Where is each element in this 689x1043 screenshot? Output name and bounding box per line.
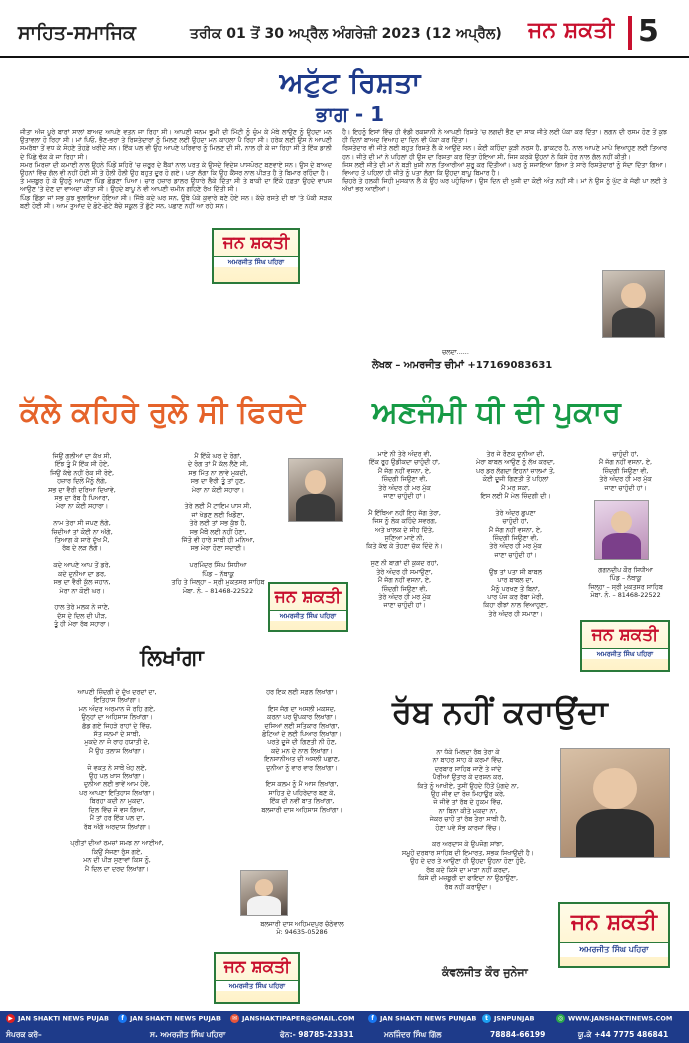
brand-logo: ਜਨ ਸ਼ਕਤੀ	[528, 18, 615, 43]
logo-name: ਜਨ ਸ਼ਕਤੀ	[222, 233, 290, 253]
logo-tagline: ਅਮਰਜੀਤ ਸਿੰਘ ਪਹਿਰਾ	[582, 648, 668, 659]
poem-title-2: ਅਣਜੰਮੀ ਧੀ ਦੀ ਪੁਕਾਰ	[372, 395, 621, 430]
page-number-bar	[628, 16, 632, 50]
twitter-icon: t	[482, 1014, 491, 1023]
poet-photo-1	[288, 458, 343, 522]
article-column-2: ਹੈ। ਇਹਨੂੰ ਇਸਾਂ ਵਿੱਚ ਹੀ ਵੱਡੀ ਰਕਸ਼ਾਨੀ ਨੇ ਆਪਣੀ ਰਿਸ਼ਤੇ 'ਚ ਲਗਦੀ ਭੈਣ ਦਾ ਸਾਕ ਜੀਤੇ ਲਈ ਪੱਕਾ ਕਰ ਦਿੱਤਾ। ਲਗਨ ਦੀ ਰਸਮ ਹੋਣ ਤੋਂ ਕੁਝ ਹੀ ਦਿਨਾਂ ਬਾਅਦ ਵਿਆਹ ਦਾ ਦਿਨ ਵੀ ਪੱਕਾ ਕਰ ਦਿੱਤਾ। ਰਿਸ਼ਤੇਦਾਰ ਵੀ ਜੀਤੇ ਲਈ ਬਹੁਤ ਰਿਸ਼ਤੇ ਲੈ ਕੇ ਆਉਂਦੇ ਸਨ। ਕੋਈ ਕਹਿੰਦਾ ਕੁੜੀ ਨਰਸ ਹੈ, ਡਾਕਟਰ ਹੈ, ਨਾਲ ਆਪਣੇ ਮਾਪੇ ਵਿਆਹੁਣ ਲਈ ਤਿਆਰ ਹਨ। ਜੀਤੇ ਦੀ ਮਾਂ ਨੇ ਪਹਿਲਾਂ ਹੀ ਉਸ ਦਾ ਰਿਸ਼ਤਾ ਕਰ ਦਿੱਤਾ ਹੋਇਆ ਸੀ, ਜਿਸ ਕਰਕੇ ਉਹਨਾਂ ਨੇ ਕਿਸੇ ਹੋਰ ਨਾਲ ਗੱਲ ਨਹੀਂ ਕੀਤੀ। ਜਿਸ ਲਈ ਜੀਤੇ ਦੀ ਮਾਂ ਨੇ ਬੜੀ ਖ਼ੁਸ਼ੀ ਨਾਲ ਤਿਆਰੀਆਂ ਸ਼ੁਰੂ ਕਰ ਦਿੱਤੀਆਂ। ਘਰ ਨੂੰ ਸਜਾਇਆ ਗਿਆ ਤੇ ਸਾਰੇ ਰਿਸ਼ਤੇਦਾਰਾਂ ਨੂੰ ਸੱਦਾ ਦਿੱਤਾ ਗਿਆ। ਵਿਆਹ ਤੋਂ ਪਹਿਲਾਂ ਹੀ ਜੀਤੇ ਨੂੰ ਪਤਾ ਲੱਗਾ ਕਿ ਉਹਦਾ ਬਾਪੂ ਬਿਮਾਰ ਹੈ। ਚਿਹਰੇ ਤੇ ਹਲਕੀ ਜਿਹੀ ਮੁਸਕਾਨ ਲੈ ਕੇ ਉਹ ਘਰ ਪਹੁੰਚਿਆ। ਉਸ ਦਿਨ ਦੀ ਖੁਸ਼ੀ ਦਾ ਕੋਈ ਅੰਤ ਨਹੀਂ ਸੀ। ਮਾਂ ਨੇ ਉਸ ਨੂੰ ਘੁੱਟ ਕੇ ਜੱਫੀ ਪਾ ਲਈ ਤੇ ਅੱਖਾਂ ਭਰ ਆਈਆਂ।	[342, 128, 667, 194]
email-icon: ✉	[231, 1015, 238, 1022]
poem-2-column-1: ਮਾਏ ਨੀ ਤੇਰੇ ਅੰਦਰ ਵੀ, ਇੱਕ ਰੂਹ ਉਡੀਕਦਾ ਚਾਹੁੰਦੀ ਹਾਂ, ਮੈਂ ਜੱਗ ਨਹੀਂ ਵਸਨਾ, ਏ, ਜ਼ਿੰਦਗੀ ਜਿਉਣਾ ਵੀ, ਤੇਰੇ ਅੰਦਰ ਹੀ ਮਰ ਮੁੱਕ ਜਾਣਾ ਚਾਹੁੰਦੀ ਹਾਂ। ਮੈਂ ਇੱਥਿਆ ਨਹੀਂ ਇਹ ਜੱਗ ਤੇਰਾ, ਜਿਸ ਨੂੰ ਲੋਕ ਕਹਿੰਦੇ ਸਵਰਗ, ਅਤੇ ਖ਼ਾਲਕ ਦੇ ਸੀਹ ਦਿੱਤੇ, ਸੁਣਿਆ ਮਾਏ ਨੀ, ਕਿਤੇ ਕੱਢ ਕੇ ਤੋਹਣਾ ਚੱਕ ਦਿੰਦੇ ਨੇ। ਸੁਣ ਨੀ ਬਾਗ਼ਾਂ ਦੀ ਕੁਕਦ ਰਹਾਂ, ਤੇਰੇ ਅੰਦਰ ਹੀ ਸਮਾਉਣਾ, ਮੈਂ ਜੱਗ ਨਹੀਂ ਵਸਨਾ, ਏ, ਜ਼ਿੰਦਗੀ ਜਿਉਣਾ ਵੀ, ਤੇਰੇ ਅੰਦਰ ਹੀ ਮਰ ਮੁੱਕ ਜਾਣਾ ਚਾਹੁੰਦੀ ਹਾਂ।	[365, 450, 444, 610]
jan-shakti-logo-box	[212, 228, 300, 284]
poem-3-column-2: ਹਰ ਇਕ ਲਈ ਸਫ਼ਲ ਲਿਖਾਂਗਾ। ਇਸ ਜੱਗ ਦਾ ਅਸਲੀ ਮਕਸਦ, ਕਰਨਾ ਪਰ ਉਪਕਾਰ ਲਿਖਾਂਗਾ। ਦਸਿਆਂ ਲਈ ਸਤਿਕਾਰ ਲਿਖਾਂਗਾ, ਛੋਟਿਆਂ ਦੇ ਲਈ ਪਿਆਰ ਲਿਖਾਂਗਾ। ਪਰਤੇ ਦੂਜੇ ਦੀ ਗਿਣਤੀ ਨੀ ਹੋਣ, ਕਦੇ ਮਨ ਦੇ ਨਾਲ ਲਿਖਾਂਗਾ। ਇਨਸਾਨੀਅਤ ਦੀ ਅਸਲੀ ਪਛਾਣ, ਦੁਨੀਆ ਨੂੰ ਵਾਰ ਵਾਰ ਲਿਖਾਂਗਾ। ਇਸ ਕਲਮ ਨੂੰ ਮੈਂ ਆਸ ਲਿਖਾਂਗਾ, ਸਾਹਿਤ ਦੇ ਪਹਿਰੇਦਾਰ ਬਣ ਕੇ, ਇੱਕ ਦੀ ਨਵੀਂ ਬਾਤ ਲਿਖਾਂਗਾ, ਬਲਜਾਰੀ ਦਾਸ ਅਹਿਸਾਸ ਲਿਖਾਂਗਾ।	[261, 688, 343, 814]
footer-item-website[interactable]: ◎ WWW.JANSHAKTINEWS.COM	[557, 1014, 673, 1023]
logo-tagline: ਅਮਰਜੀਤ ਸਿੰਘ ਪਹਿਰਾ	[560, 942, 668, 957]
poem-2-column-2: ਤੇਰ ਜੇ ਰੌਣਕ ਦੁਨੀਆ ਦੀ, ਮੇਰਾ ਬਾਬਲ ਆਉਣ ਨੂੰ ਲੱਖ ਕਰਦਾ, ਪਰ ਡਰ ਲੱਗਦਾ ਇਹਨਾਂ ਜ਼ਾਲਮਾਂ ਤੋਂ, ਕੋਈ ਦੂਜੀ ਗਿਣਤੀ ਤੋਂ ਪਹਿਲਾਂ ਮੈਂ ਮਰ ਸਕਾ, ਇਸ ਲਈ ਮੈਂ ਮੇਲ ਜ਼ਿੰਦਗੀ ਦੀ। ਤੇਰੇ ਅੰਦਰ ਛੁਪਣਾ ਚਾਹੁੰਦੀ ਹਾਂ, ਮੈਂ ਜੱਗ ਨਹੀਂ ਵਸਨਾ, ਏ, ਜ਼ਿੰਦਗੀ ਜਿਉਣਾ ਵੀ, ਤੇਰੇ ਅੰਦਰ ਹੀ ਮਰ ਮੁੱਕ ਜਾਣਾ ਚਾਹੁੰਦੀ ਹਾਂ। ਉਂਝ ਤਾਂ ਪਤਾ ਸੀ ਬਾਬਲ ਪਾਰ ਬਾਬਲ ਦਾ, ਮੈਨੂੰ ਪਰਖਣ ਤੋਂ ਬਿਨਾਂ, ਪਾਰ ਪੰਜ ਕਰ ਰੱਬਾ ਮੇਰੀ, ਕਿਹਾ ਰੀਝਾਂ ਨਾਲ ਵਿਆਹੁਣਾ, ਤੇਰੇ ਅੰਦਰ ਹੀ ਸਮਾਣਾ।	[476, 450, 555, 618]
footer-contact-name: ਸ. ਅਮਰਜੀਤ ਸਿੰਘ ਪਹਿਰਾ	[150, 1030, 226, 1039]
poem-3-author: ਬਲਜਾਰੀ ਦਾਸ ਅਹਿਮਦਪੁਰ ਚੱਠੇਵਾਲ ਮੋ: 94635-05286	[260, 920, 344, 937]
article-continued: ਚਲਦਾ......	[442, 348, 469, 356]
web-icon: ◎	[557, 1015, 564, 1022]
poem-title-3: ਲਿਖਾਂਗਾ	[140, 646, 204, 671]
logo-tagline: ਅਮਰਜੀਤ ਸਿੰਘ ਪਹਿਰਾ	[270, 610, 346, 621]
footer-item-youtube[interactable]: ▶ JAN SHAKTI NEWS PUJAB	[6, 1014, 109, 1023]
poem-2-column-3: ਚਾਹੁੰਦੀ ਹਾਂ, ਮੈਂ ਜੱਗ ਨਹੀਂ ਵਸਨਾ, ਏ, ਜ਼ਿੰਦਗੀ ਜਿਉਣਾ ਵੀ, ਤੇਰੇ ਅੰਦਰ ਹੀ ਮਰ ਮੁੱਕ ਜਾਣਾ ਚਾਹੁੰਦੀ ਹਾਂ।	[598, 450, 653, 492]
footer-contact-phone: ਫੋਨ:- 98785-23331	[280, 1030, 354, 1039]
poet-photo-3	[240, 870, 288, 916]
footer-item-facebook[interactable]: f JAN SHAKTI NEWS PUJAB	[118, 1014, 221, 1023]
logo-tagline: ਅਮਰਜੀਤ ਸਿੰਘ ਪਹਿਰਾ	[216, 980, 298, 991]
poem-title-1: ਕੱਲੇ ਕਹਿਰੇ ਰੁਲੇ ਸੀ ਫਿਰਦੇ	[20, 395, 306, 430]
poem-1-column-2: ਮੈਂ ਇੱਕੋ ਘਰ ਦੇ ਰੋਗਾਂ, ਦੇ ਰੰਗ ਤਾਂ ਮੈਂ ਕੱਲ ਲੈਣੇ ਸੀ, ਸਭ ਮਿੱਤ ਨਾ ਲਾਵੇ ਮੁਕਦੀ, ਸਭ ਦਾ ਵੈਰੀ ਤੂੰ ਤਾਂ ਹੁਣ, ਮੇਰਾ ਨਾ ਕੋਈ ਸਹਾਰਾ। ਤੇਰੇ ਲਈ ਮੈਂ ਟਾਇਮ ਪਾਸ ਸੀ, ਜਾਂ ਖੇਡਣ ਲਈ ਖਿਡੌਣਾ, ਤੇਰੇ ਲਈ ਤਾਂ ਸਭ ਕੁੱਝ ਹੈ, ਸਭ ਮੈਥੋਂ ਲਈ ਨਹੀਂ ਹੋਣਾ, ਜਿੱਤੋ ਵੀ ਹਾਰੇ ਸਾਥੀ ਹੀ ਮਨਿਆ, ਸਭ ਮੇਰਾ ਹੋਣਾ ਸਦਾਈ। ਪਰਮਿੰਦਰ ਸਿੰਘ ਸਿਧੀਆ ਪਿੰਡ – ਨੱਥਾਕੂ ਤਹਿ ਤੇ ਜਿਲ੍ਹਾ – ਸ੍ਰੀ ਮੁਕਤਸਰ ਸਾਹਿਬ ਮੋਬਾ. ਨੰ. – 81468-22522	[171, 452, 265, 595]
poem-2-author: ਗਗਨਦੀਪ ਕੌਰ ਸਿਧੀਆ ਪਿੰਡ – ਨੱਥਾਕੂ ਜਿਲ੍ਹਾ – ਸ੍ਰੀ ਮੁਕਤਸਰ ਸਾਹਿਬ ਮੋਬਾ. ਨੰ. – 81468-22522	[588, 566, 663, 600]
issue-date: ਤਰੀਕ 01 ਤੋਂ 30 ਅਪ੍ਰੈਲ ਅੰਗਰੇਜ਼ੀ 2023 (12 ਅਪ੍ਰੈਲ)	[190, 26, 502, 42]
poet-photo-2	[594, 500, 649, 560]
logo-name: ਜਨ ਸ਼ਕਤੀ	[591, 625, 659, 645]
article-title: ਅਟੁੱਟ ਰਿਸ਼ਤਾ	[279, 66, 421, 99]
logo-name: ਜਨ ਸ਼ਕਤੀ	[223, 957, 291, 977]
logo-name: ਜਨ ਸ਼ਕਤੀ	[274, 587, 342, 607]
page-number: 5	[638, 14, 659, 49]
jan-shakti-logo-box	[580, 620, 670, 672]
facebook-icon: f	[368, 1014, 377, 1023]
poem-4-body: ਨਾ ਧੱਕੇ ਮਿਲਦਾ ਰੱਬ ਤੇਰਾ ਕੇ ਨਾ ਬਾਹਰ ਸਾਹ ਕੇ ਕਰਮਾਂ ਵਿੱਚ, ਦਰਬਾਰ ਸਾਹਿਬ ਜਾਣੋਂ ਤੇ ਜਾਂਦੇ ਪੈਰੀਆਂ ਉਤਾਰ ਕੇ ਦਰਸ਼ਨ ਕਰ, ਕਿਤੇ ਨੂੰ ਆਖੀਏ, ਤੁਸੀਂ ਉਹਦੇ ਹਿੱਤੋਂ ਪੁੱਗਦੇ ਨਾ, ਉਹ ਜੀਵ ਦਾ ਰੋਜ਼ ਮਿਹਾਊਰ ਕਰੇ, ਜੋ ਜੀਵੇ ਤਾਂ ਰੱਬ ਦੇ ਹੁਕਮ ਵਿੱਚ, ਨਾ ਬਿਨਾ ਕੀਤੇ ਮੁਕਦਾ ਨਾ, ਜੇਕਰ ਚਾਹੋਂ ਤਾਂ ਰੱਬ ਤੇਰਾ ਸਾਥੀ ਹੈ, ਹੋਣਾ ਪਵੇ ਸੱਭ ਕਾਰਜਾਂ ਵਿੱਚ। ਕਰ ਅਰਦਾਸ ਕੇ ਉਪਜੋਗ ਸਾਂਝਾ, ਸਮੂਹੋਂ ਦਰਬਾਰ ਸਾਹਿਬ ਦੀ ਇਮਾਰਤ, ਸਭਕ ਸਿਖਾਉਂਦੀ ਹੈ। ਉਹ ਦੇ ਦਰ ਤੇ ਆਉਣਾ ਹੀ ਉਹਦਾ ਉਹਨਾ ਹੋਣਾ ਹੁੰਦੈ, ਰੱਬ ਕਦੇ ਕਿਸੇ ਦਾ ਮਾੜਾ ਨਹੀਂ ਕਰਦਾ, ਕਿਸੇ ਦੀ ਮਜ਼ਬੂਰੀ ਦਾ ਫਾਇਦਾ ਨਾ ਉਠਾਉਣਾ, ਰੱਬ ਨਹੀਂ ਕਰਾਉਂਦਾ।	[401, 748, 535, 891]
poem-1-column-1: ਜਿਉਂ ਗਲੀਆਂ ਦਾ ਕੱਖ ਸੀ, ਇੰਝ ਤੂੰ ਮੈਂ ਇੱਕ ਸੀ ਹੋਏ, ਜਿਉਂ ਕੱਢੇ ਨਹੀਂ ਰੋਕ ਸੀ ਰੋਏ, ਹਜ਼ਾਰ ਦਿਲੋਂ ਮੈਂਨੂੰ ਲੱਗੇ, ਸਭ ਦਾ ਵੈਰੀ ਦਰਿਆ ਦਿਖਾਵੇ, ਸਭ ਦਾ ਰੱਬ ਹੈ ਪਿਆਰਾ, ਮੇਰਾ ਨਾ ਕੋਈ ਸਹਾਰਾ। ਨਾਮ ਤੇਰਾ ਸੀ ਜਪਣ ਲੱਗੇ, ਜ਼ਿਦੀਆਂ ਤਾਂ ਕੋਈ ਨਾ ਅੱਗੇ, ਤਿਆਗ ਕੇ ਸਾਰੇ ਦੁੱਖ ਮੈਂ, ਰੱਬ ਦੇ ਲੜ ਲੱਗੇ। ਕਦੇ ਆਪਣੇ ਆਪ ਤੋਂ ਡਰੇ, ਕਦੇ ਦੁਨੀਆ ਦਾ ਡਰ, ਸਭ ਦਾ ਵੈਰੀ ਕੁੱਲ ਜਹਾਨ, ਮੇਰਾ ਨਾ ਕੋਈ ਘਰ। ਹਾਲ ਤੇਰੇ ਮਲਕ ਨੇ ਜਾਣੇ, ਦੱਸ ਦੇ ਦਿਲ ਦੀ ਪੀੜ, ਤੂੰ ਹੀ ਮੇਰਾ ਰੱਬ ਸਹਾਰਾ।	[48, 452, 116, 629]
poem-4-author: ਕੰਵਲਜੀਤ ਕੌਰ ਜੁਨੇਜਾ	[442, 966, 528, 979]
poet-photo-4	[560, 748, 670, 858]
logo-name: ਜਨ ਸ਼ਕਤੀ	[570, 910, 658, 935]
footer-contact-uk: ਯੂ.ਕੇ +44 7775 486841	[578, 1030, 669, 1039]
footer-item-email[interactable]: ✉ JANSHAKTIPAPER@GMAIL.COM	[231, 1014, 355, 1023]
footer-contact-name-2: ਮਨਜਿੰਦਰ ਸਿੰਘ ਗਿੱਲ	[384, 1030, 442, 1039]
jan-shakti-logo-box	[268, 582, 348, 632]
facebook-icon: f	[118, 1014, 127, 1023]
author-photo	[602, 270, 665, 338]
youtube-icon: ▶	[6, 1014, 15, 1023]
logo-tagline: ਅਮਰਜੀਤ ਸਿੰਘ ਪਹਿਰਾ	[214, 256, 298, 267]
footer-contact-label: ਸੰਪਰਕ ਕਰੋ–	[6, 1030, 42, 1039]
jan-shakti-logo-box	[558, 902, 670, 968]
footer-item-twitter[interactable]: t JSNPUNJAB	[482, 1014, 534, 1023]
poem-3-column-1: ਆਪਣੀ ਜ਼ਿੰਦਗੀ ਦੇ ਦੁੱਖ ਦਰਦਾਂ ਦਾ, ਇਤਿਹਾਸ ਲਿਖਾਂਗਾ। ਮਨ ਅੰਦਰ ਅਰਮਾਨ ਜੋ ਰਹਿ ਗਏ, ਉਨ੍ਹਾਂ ਦਾ ਅਹਿਸਾਸ ਲਿਖਾਂਗਾ। ਛੱਡ ਗਏ ਜਿਹੜੇ ਰਾਹਾਂ ਦੇ ਵਿੱਚ, ਸੱਤ ਜਨਮਾਂ ਦੇ ਸਾਥੀ, ਮੁਕਦੇ ਨਾ ਜੋ ਰਾਹ ਹਯਾਤੀ ਦੇ, ਮੈਂ ਉਹ ਤਲਾਸ਼ ਲਿਖਾਂਗਾ। ਜੋ ਵਕਤ ਨੇ ਸਾਥੋਂ ਖੋਹ ਲਏ, ਉਹ ਪਲ ਖ਼ਾਸ ਲਿਖਾਂਗਾ। ਦੁਨੀਆ ਲਈ ਭਾਵੇਂ ਆਮ ਹੋਵੇ, ਪਰ ਆਪਣਾ ਇਤਿਹਾਸ ਲਿਖਾਂਗਾ। ਬਿਰਹਾ ਕਦੀ ਨਾ ਮੁਕਦਾ, ਦਿਲ ਵਿੱਚ ਜੋ ਵਸ ਗਿਆ, ਮੈਂ ਤਾਂ ਹਰ ਇੱਕ ਪਲ ਦਾ, ਰੱਬ ਅੱਗੇ ਅਰਦਾਸ ਲਿਖਾਂਗਾ। ਪ੍ਰੀਤਾਂ ਦੀਆਂ ਰਮਜ਼ਾਂ ਸਮਝ ਨਾ ਆਈਆਂ, ਕਿਉਂ ਸੱਜਣਾ ਰੁੱਸ ਗਏ, ਮਨ ਦੀ ਪੀੜ ਸੁਣਾਵਾਂ ਕਿਸ ਨੂੰ, ਮੈਂ ਦਿਲ ਦਾ ਦਰਦ ਲਿਖਾਂਗਾ।	[70, 688, 164, 873]
article-column-1: ਜੀਤਾ ਅੱਜ ਪੂਰੇ ਬਾਰਾਂ ਸਾਲਾਂ ਬਾਅਦ ਆਪਣੇ ਵਤਨ ਜਾ ਰਿਹਾ ਸੀ। ਆਪਣੀ ਜਨਮ ਭੂਮੀ ਦੀ ਮਿੱਟੀ ਨੂੰ ਚੁੰਮ ਕੇ ਮੱਥੇ ਲਾਉਣ ਨੂੰ ਉਹਦਾ ਮਨ ਉਤਾਵਲਾ ਹੋ ਰਿਹਾ ਸੀ। ਮਾਂ ਪਿਓ, ਭੈਣ-ਭਰਾ ਤੇ ਰਿਸ਼ਤੇਦਾਰਾਂ ਨੂੰ ਮਿਲਣ ਲਈ ਉਹਦਾ ਮਨ ਕਾਹਲਾ ਪੈ ਰਿਹਾ ਸੀ। ਹਰੇਕ ਲਈ ਉਸ ਨੇ ਆਪਣੀ ਸਮਰੱਥਾ ਤੋਂ ਵਧ ਕੇ ਸੋਹਣੇ ਤੋਹਫ਼ੇ ਖਰੀਦੇ ਸਨ। ਇੱਕ ਪਲ ਵੀ ਉਹ ਆਪਣੇ ਪਰਿਵਾਰ ਨੂੰ ਮਿਲਣ ਦੀ ਸੀ, ਨਾਲ ਹੀ ਕੇ ਜਾ ਰਿਹਾ ਸੀ ਤੇ ਇੱਕ ਡਾਲੀ ਦੇ ਪਿੱਛੇ ਢੱਕ ਕੇ ਜਾ ਰਿਹਾ ਸੀ। ਸਮਰ ਮਿਰਜ਼ਾ ਦੀ ਕਮਾਈ ਨਾਲ ਉਹਨੇ ਪਿੰਡੋਂ ਸ਼ਹਿਰੋਂ 'ਚ ਜ਼ਰੂਰ ਦੇ ਬੈਂਕਾਂ ਨਾਲ ਪਰਤ ਕੇ ਉਸਦੇ ਵਿਦੇਸ਼ ਪਾਸਪੋਰਟ ਬਣਵਾਏ ਸਨ। ਉਸ ਦੇ ਬਾਅਦ ਉਹਨਾਂ ਵਿੱਚ ਗੱਲ ਵੀ ਨਹੀਂ ਹੋਈ ਸੀ ਤੇ ਹੌਲੀ ਹੌਲੀ ਉਹ ਬਹੁਤ ਦੂਰ ਹੋ ਗਏ। ਪਤਾ ਲੱਗਾ ਕਿ ਉਹ ਕੈਂਸਰ ਨਾਲ ਪੀੜਤ ਹੈ ਤੇ ਬਿਮਾਰ ਰਹਿੰਦਾ ਹੈ। ਤੇ ਮਜ਼ਬੂਰ ਹੋ ਕੇ ਉਹਨੂੰ ਆਪਣਾ ਪਿੰਡ ਛੋਡਣਾ ਪਿਆ। ਚਾਰ ਹਜ਼ਾਰ ਡਾਲਰ ਉਧਾਰੇ ਲੈਕੇ ਦਿੱਤਾ ਸੀ ਤੇ ਬਾਕੀ ਦਾ ਇੱਕੋ ਹਫ਼ਤਾ ਉਹਦੇ ਵਾਪਸ ਆਉਣ 'ਤੇ ਦੇਣ ਦਾ ਵਾਅਦਾ ਕੀਤਾ ਸੀ। ਉਹਦੇ ਬਾਪੂ ਨੇ ਵੀ ਆਪਣੀ ਜ਼ਮੀਨ ਗਹਿਣੇ ਰੱਖ ਦਿੱਤੀ ਸੀ। ਪਿੰਡ ਛਿੱਡਾ ਜਾਂ ਸਭ ਕੁਝ ਭੁਲਾਇਆ ਹੋਇਆ ਸੀ। ਜਿੱਥੇ ਕਦੇ ਘਰ ਸਨ, ਉਥੇ ਪੱਕੇ ਕੁਵਾਰੇ ਬਣੇ ਹੋਏ ਸਨ। ਕੱਚੇ ਰਸਤੇ ਦੀ ਥਾਂ 'ਤੇ ਪੱਕੀ ਸੜਕ ਬਣੀ ਹੋਈ ਸੀ। ਆਮ ਤੁਆਂਦ ਦੇ ਛੋਟੇ-ਛੋਟੇ ਬੱਚੇ ਸਕੂਲ ਤੋਂ ਛੁੱਟੇ ਸਨ, ਪਛਾਣ ਨਹੀਂ ਆ ਰਹੇ ਸਨ।	[20, 128, 332, 210]
article-part: ਭਾਗ - 1	[315, 102, 385, 126]
footer-contact-phone-2: 78884-66199	[490, 1030, 546, 1039]
poem-title-4: ਰੱਬ ਨਹੀਂ ਕਰਾਉਂਦਾ	[392, 693, 608, 731]
article-author: ਲੇਖਕ – ਅਮਰਜੀਤ ਚੀਮਾਂ +17169083631	[372, 360, 553, 371]
jan-shakti-logo-box	[214, 952, 300, 1004]
section-title: ਸਾਹਿਤ-ਸਮਾਜਿਕ	[18, 22, 136, 44]
footer-item-facebook-2[interactable]: f JAN SHAKTI NEWS PUNJAB	[368, 1014, 476, 1023]
